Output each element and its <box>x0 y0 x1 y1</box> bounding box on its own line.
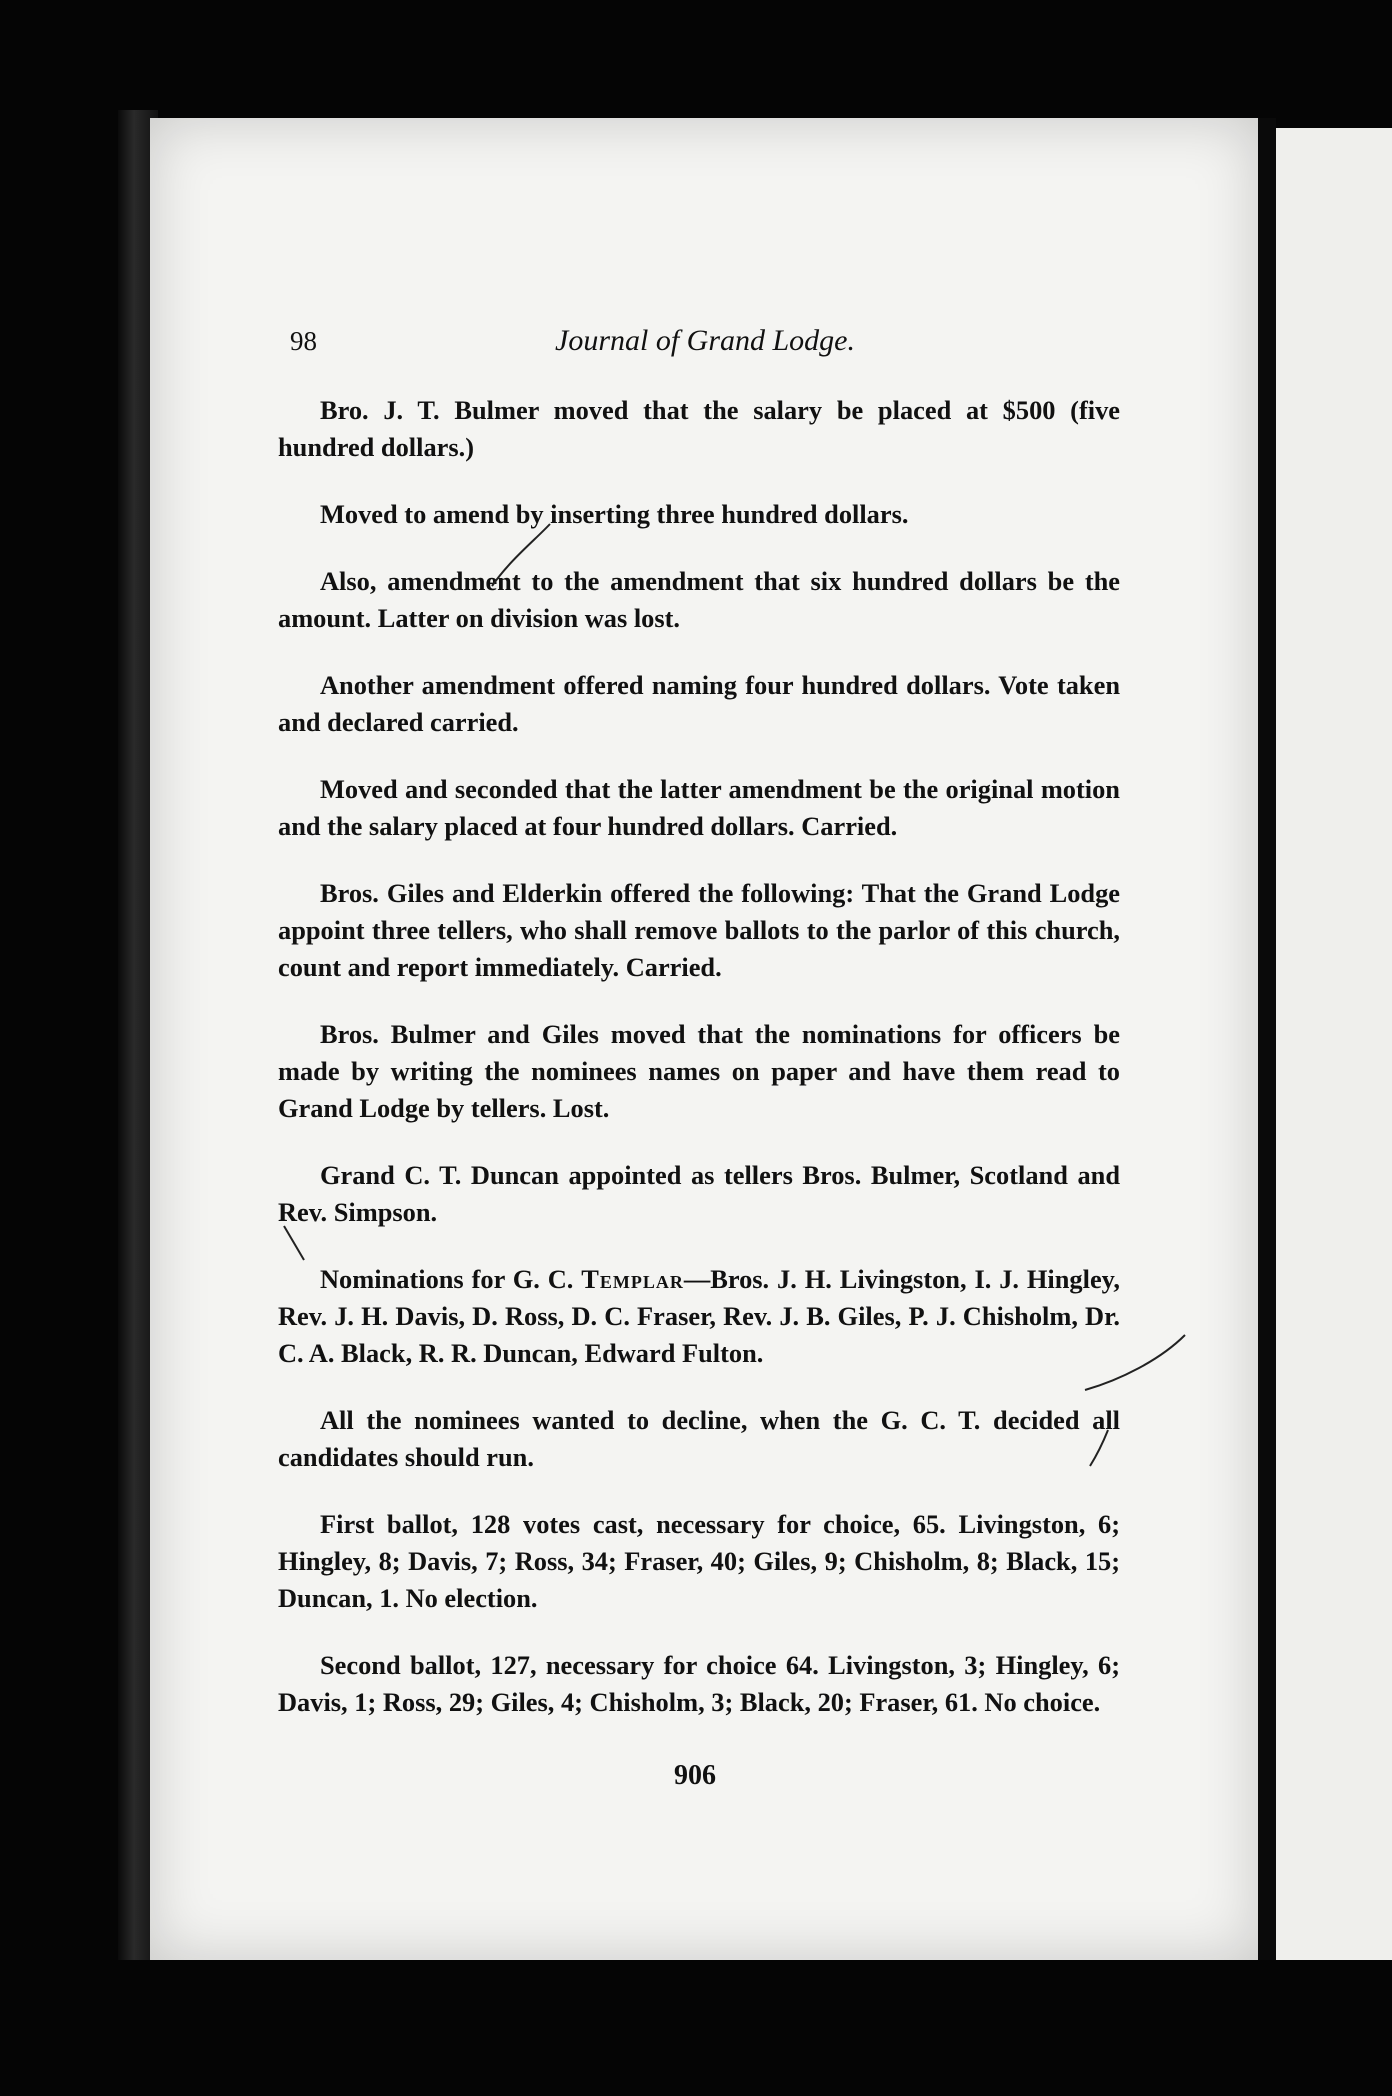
paragraph-original-motion: Moved and seconded that the latter amendment be the original motion and the salary placed at four hundred dollars. Carried. <box>278 774 1120 841</box>
paragraph-nomination-method: Bros. Bulmer and Giles moved that the nominations for officers be made by writing the nominees names on paper and have them read to Grand Lodge by tellers. Lost. <box>278 1019 1120 1123</box>
paragraph-amend-three-hundred: Moved to amend by inserting three hundred dollars. <box>320 499 909 529</box>
page-title: Journal of Grand Lodge. <box>555 324 855 357</box>
page-body <box>278 392 1120 1751</box>
paragraph-tellers-named: Grand C. T. Duncan appointed as tellers Bros. Bulmer, Scotland and Rev. Simpson. <box>278 1160 1120 1227</box>
paragraph-decline: All the nominees wanted to decline, when the G. C. T. decided all candidates should run. <box>278 1405 1120 1472</box>
paragraph-amend-six-hundred: Also, amendment to the amendment that six hundred dollars be the amount. Latter on division was lost. <box>278 566 1120 633</box>
paragraph-amend-four-hundred: Another amendment offered naming four hundred dollars. Vote taken and declared carried. <box>278 670 1120 737</box>
page-number: 98 <box>290 326 317 356</box>
paragraph-second-ballot: Second ballot, 127, necessary for choice 64. Livingston, 3; Hingley, 6; Davis, 1; Ross, 29; Giles, 4; Chisholm, 3; Black, 20; Fraser, 61. No choice. <box>278 1650 1120 1717</box>
paragraph-nominations <box>278 1261 1120 1372</box>
running-header <box>290 318 1120 368</box>
paragraph-first-ballot: First ballot, 128 votes cast, necessary for choice, 65. Livingston, 6; Hingley, 8; Davis, 7; Ross, 34; Fraser, 40; Giles, 9; Chisholm, 8; Black, 15; Duncan, 1. No election. <box>278 1509 1120 1613</box>
nominations-office: Templar <box>581 1264 684 1294</box>
folio-number: 906 <box>674 1760 716 1791</box>
facing-page-edge <box>1276 128 1392 1960</box>
paragraph-salary-motion: Bro. J. T. Bulmer moved that the salary be placed at $500 (five hundred dollars.) <box>278 395 1120 462</box>
paragraph-tellers-appointment: Bros. Giles and Elderkin offered the following: That the Grand Lodge appoint three tellers, who shall remove ballots to the parlor of this church, count and report immediately. Carried. <box>278 878 1120 982</box>
page-gutter <box>1258 118 1276 1960</box>
nominations-prefix: Nominations for G. C. <box>320 1264 582 1294</box>
nominations-names: —Bros. J. H. Livingston, I. J. Hingley, Rev. J. H. Davis, D. Ross, D. C. Fraser, Rev. J. B. Giles, P. J. Chisholm, Dr. C. A. Black, R. R. Duncan, Edward Fulton. <box>278 1264 1121 1368</box>
